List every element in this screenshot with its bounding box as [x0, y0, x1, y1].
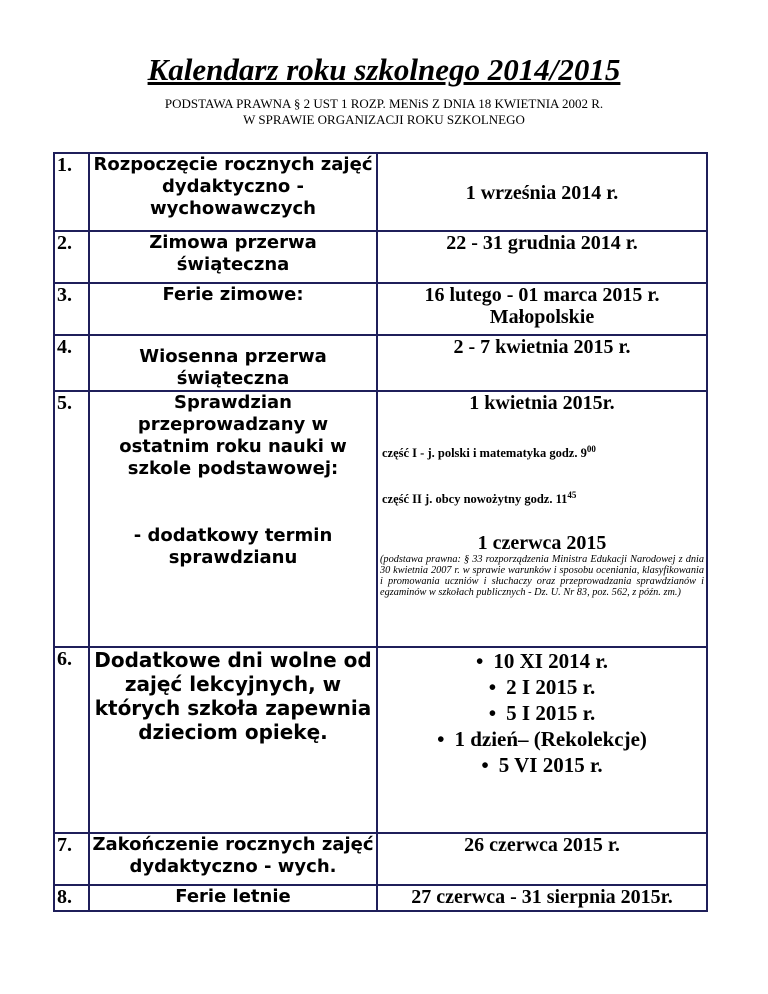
row-number: 7.	[54, 833, 89, 885]
page-title: Kalendarz roku szkolnego 2014/2015	[147, 52, 621, 87]
table-row	[54, 885, 707, 911]
legal-basis-line-1: PODSTAWA PRAWNA § 2 UST 1 ROZP. MENiS Z DNIA 18 KWIETNIA 2002 R.	[164, 96, 604, 111]
event-name: Dodatkowe dni wolne od zajęć lekcyjnych, w których szkoła zapewnia dzieciom opiekę.	[89, 647, 377, 833]
event-date: 26 czerwca 2015 r.	[377, 833, 707, 885]
table-row	[54, 335, 707, 391]
event-date: 16 lutego - 01 marca 2015 r.	[424, 284, 660, 306]
event-name: Ferie letnie	[89, 885, 377, 911]
event-name: Ferie zimowe:	[89, 283, 377, 335]
list-item: • 10 XI 2014 r.	[378, 648, 706, 674]
event-name: Zakończenie rocznych zajęć dydaktyczno - wych.	[89, 833, 377, 885]
extra-term-label: - dodatkowy termin sprawdzianu	[133, 525, 333, 568]
event-name: Sprawdzian przeprowadzany w ostatnim roku nauki w szkole podstawowej:	[119, 392, 347, 479]
row-number: 4.	[54, 335, 89, 391]
extra-term-date: 1 czerwca 2015	[477, 532, 607, 555]
event-date: 2 - 7 kwietnia 2015 r.	[377, 335, 707, 391]
row-number: 6.	[54, 647, 89, 833]
days-off-cell	[377, 647, 707, 833]
exam-details-cell	[377, 391, 707, 647]
exam-part-2: część II j. obcy nowożytny godz. $11^{45}$	[382, 490, 577, 507]
legal-basis-line-2: W SPRAWIE ORGANIZACJI ROKU SZKOLNEGO	[243, 112, 525, 127]
region-note: Małopolskie	[489, 306, 595, 328]
table-row	[54, 153, 707, 231]
event-date: 1 kwietnia 2015r.	[469, 392, 615, 414]
event-date: 22 - 31 grudnia 2014 r.	[377, 231, 707, 283]
table-row	[54, 833, 707, 885]
exam-part-1: część I - j. polski i matematyka godz. $9^{00}$	[382, 444, 596, 461]
table-row	[54, 647, 707, 833]
days-off-list	[378, 648, 706, 778]
table-row	[54, 391, 707, 647]
event-name: Rozpoczęcie rocznych zajęć dydaktyczno - wychowawczych	[89, 153, 377, 231]
event-name-cell	[89, 391, 377, 647]
event-name: Wiosenna przerwa świąteczna	[89, 335, 377, 391]
legal-basis-note: (podstawa prawna: § 33 rozporządzenia Ministra Edukacji Narodowej z dnia 30 kwietnia 2007 r. w sprawie warunków i sposobu oceniania, klasyfikowania i promowania uczniów i słuchaczy oraz przeprowadzania sprawdzianów i egzaminów w szkołach publicznych - Dz. U. Nr 83, poz. 562, z późn. zm.)	[380, 554, 704, 599]
table-row	[54, 231, 707, 283]
list-item: • 1 dzień– (Rekolekcje)	[378, 726, 706, 752]
event-date-cell	[377, 283, 707, 335]
list-item: • 2 I 2015 r.	[378, 674, 706, 700]
row-number: 8.	[54, 885, 89, 911]
list-item: • 5 VI 2015 r.	[378, 752, 706, 778]
table-row	[54, 283, 707, 335]
row-number: 3.	[54, 283, 89, 335]
row-number: 2.	[54, 231, 89, 283]
event-date: 1 września 2014 r.	[377, 153, 707, 231]
event-name: Zimowa przerwa świąteczna	[89, 231, 377, 283]
calendar-table	[53, 152, 708, 912]
row-number: 5.	[54, 391, 89, 647]
row-number: 1.	[54, 153, 89, 231]
list-item: • 5 I 2015 r.	[378, 700, 706, 726]
event-date: 27 czerwca - 31 sierpnia 2015r.	[377, 885, 707, 911]
